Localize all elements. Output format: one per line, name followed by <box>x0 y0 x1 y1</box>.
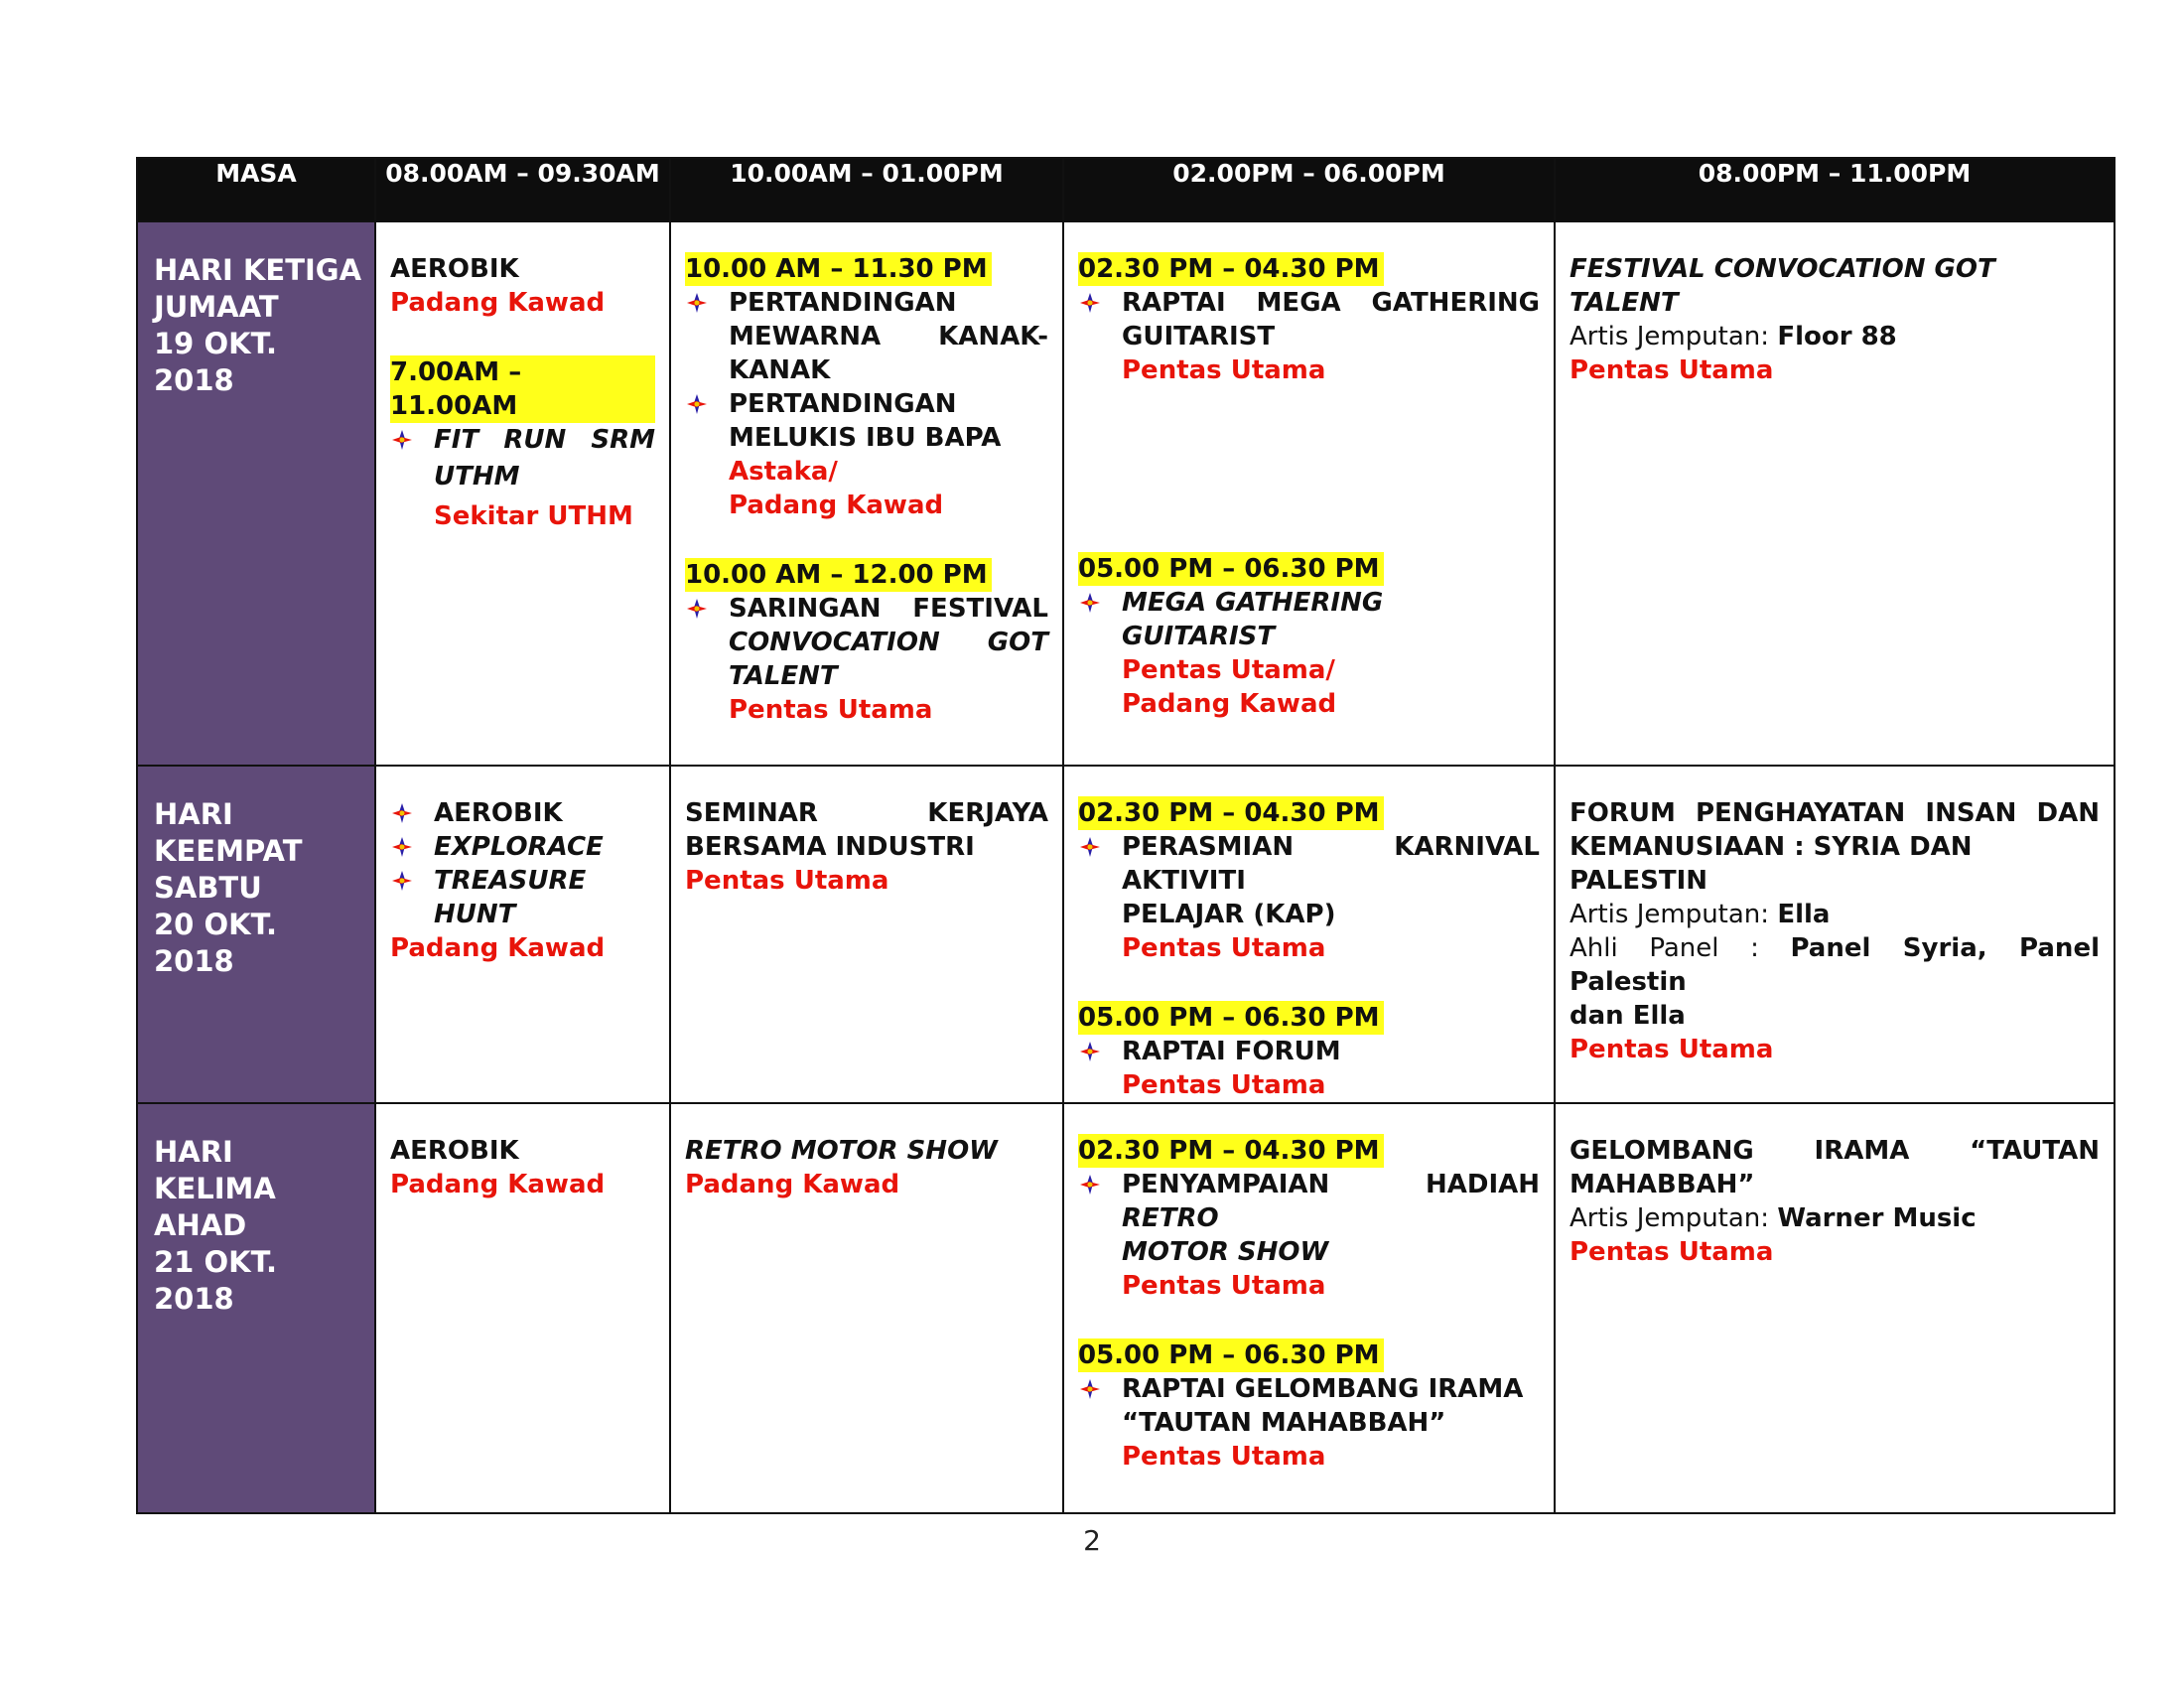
event-venue: Pentas Utama <box>1122 1070 1326 1100</box>
event-cell <box>1063 1103 1555 1513</box>
time-highlight: 05.00 PM – 06.30 PM <box>1078 1001 1384 1035</box>
event-title: TALENT <box>729 661 838 691</box>
bullet-icon <box>685 592 729 626</box>
bullet-icon <box>1078 286 1122 320</box>
event-title: UTHM <box>434 462 520 492</box>
list-item: MEGA GATHERING GUITARIST <box>1078 586 1540 653</box>
bullet-icon <box>685 286 729 320</box>
time-highlight: 10.00 AM – 11.30 PM <box>685 252 992 286</box>
bullet-icon <box>1078 1372 1122 1406</box>
event-cell <box>1063 766 1555 1103</box>
header-row <box>137 158 2115 221</box>
event-title: MEWARNA KANAK- <box>729 322 1048 352</box>
event-title: BERSAMA INDUSTRI <box>685 832 975 862</box>
event-cell <box>375 1103 670 1513</box>
event-venue: Pentas Utama <box>1122 355 1326 385</box>
schedule-table <box>136 157 2116 1514</box>
event-venue: Pentas Utama <box>685 866 889 896</box>
list-item: EXPLORACE <box>390 830 655 864</box>
list-item: PERTANDINGAN <box>685 387 1048 421</box>
event-venue: Padang Kawad <box>685 1170 900 1199</box>
list-item: PENYAMPAIAN HADIAH RETRO <box>1078 1168 1540 1235</box>
bullet-icon <box>1078 586 1122 620</box>
bullet-icon <box>1078 1168 1122 1201</box>
bullet-icon <box>1078 1035 1122 1068</box>
event-title: KEMANUSIAAN : SYRIA DAN PALESTIN <box>1570 832 1973 896</box>
bullet-icon <box>1078 830 1122 864</box>
list-item: PERASMIAN KARNIVAL AKTIVITI <box>1078 830 1540 898</box>
time-highlight: 7.00AM – 11.00AM <box>390 355 655 423</box>
list-item: SARINGAN FESTIVAL <box>685 592 1048 626</box>
event-venue: Pentas Utama <box>1570 1035 1774 1064</box>
header-slot-2: 10.00AM – 01.00PM <box>670 158 1063 221</box>
bullet-icon <box>390 423 434 457</box>
list-item: RAPTAI MEGA GATHERING <box>1078 286 1540 320</box>
event-venue: Padang Kawad <box>390 1170 606 1199</box>
event-title: AEROBIK <box>390 1136 519 1166</box>
table-row <box>137 766 2115 1103</box>
day-cell <box>137 1103 375 1513</box>
event-venue: Padang Kawad <box>729 491 944 520</box>
event-cell <box>670 221 1063 766</box>
day-date: 20 OKT. 2018 <box>154 908 277 978</box>
day-name: HARI <box>154 797 233 831</box>
artist-line: Artis Jemputan: Warner Music <box>1570 1203 1977 1233</box>
time-highlight: 02.30 PM – 04.30 PM <box>1078 796 1384 830</box>
time-highlight: 05.00 PM – 06.30 PM <box>1078 1338 1384 1372</box>
day-cell <box>137 221 375 766</box>
event-title: MOTOR SHOW <box>1122 1237 1329 1267</box>
event-cell <box>1063 221 1555 766</box>
event-cell <box>1555 766 2115 1103</box>
event-title: PELAJAR (KAP) <box>1122 900 1336 929</box>
event-venue: Padang Kawad <box>390 288 606 318</box>
event-cell <box>375 766 670 1103</box>
time-highlight: 05.00 PM – 06.30 PM <box>1078 552 1384 586</box>
event-cell <box>1555 1103 2115 1513</box>
header-slot-3: 02.00PM – 06.00PM <box>1063 158 1555 221</box>
event-cell <box>670 766 1063 1103</box>
event-title: FORUM PENGHAYATAN INSAN DAN <box>1570 798 2100 828</box>
table-row <box>137 1103 2115 1513</box>
header-slot-1: 08.00AM – 09.30AM <box>375 158 670 221</box>
list-item: AEROBIK <box>390 796 655 830</box>
day-cell <box>137 766 375 1103</box>
panel-line: Ahli Panel : Panel Syria, Panel Palestin <box>1570 933 2100 997</box>
event-title: FESTIVAL CONVOCATION GOT TALENT <box>1570 254 1995 318</box>
event-venue: Sekitar UTHM <box>434 501 633 531</box>
list-item: TREASURE HUNT <box>390 864 655 931</box>
event-cell <box>375 221 670 766</box>
day-date: 19 OKT. 2018 <box>154 327 277 397</box>
event-title: RETRO MOTOR SHOW <box>685 1136 998 1166</box>
event-title: GUITARIST <box>1122 322 1276 352</box>
day-weekday: SABTU <box>154 871 262 905</box>
time-highlight: 10.00 AM – 12.00 PM <box>685 558 992 592</box>
event-venue: Pentas Utama <box>1122 1271 1326 1301</box>
table-row <box>137 221 2115 766</box>
event-venue: Pentas Utama <box>1570 355 1774 385</box>
artist-line: Artis Jemputan: Ella <box>1570 900 1831 929</box>
bullet-icon <box>685 387 729 421</box>
event-venue: Padang Kawad <box>1122 689 1337 719</box>
event-title: AEROBIK <box>390 254 519 284</box>
artist-line: Artis Jemputan: Floor 88 <box>1570 322 1897 352</box>
bullet-icon <box>390 796 434 830</box>
event-title: MELUKIS IBU BAPA <box>729 423 1002 453</box>
list-item: FIT RUN SRM <box>390 423 655 457</box>
panel-line: dan Ella <box>1570 1001 1686 1031</box>
event-venue: Pentas Utama/ <box>1122 655 1335 685</box>
bullet-icon <box>390 830 434 864</box>
time-highlight: 02.30 PM – 04.30 PM <box>1078 1134 1384 1168</box>
event-venue: Padang Kawad <box>390 933 606 963</box>
list-item: RAPTAI FORUM <box>1078 1035 1540 1068</box>
event-title: SEMINAR KERJAYA <box>685 798 1048 828</box>
event-venue: Pentas Utama <box>1122 933 1326 963</box>
event-venue: Pentas Utama <box>1570 1237 1774 1267</box>
header-slot-4: 08.00PM – 11.00PM <box>1555 158 2115 221</box>
day-date: 21 OKT. 2018 <box>154 1245 277 1316</box>
time-highlight: 02.30 PM – 04.30 PM <box>1078 252 1384 286</box>
header-masa: MASA <box>137 158 375 221</box>
event-cell <box>670 1103 1063 1513</box>
event-title: CONVOCATION GOT <box>729 628 1048 657</box>
day-weekday: JUMAAT <box>154 290 279 324</box>
event-venue: Astaka/ <box>729 457 838 487</box>
event-title: KANAK <box>729 355 831 385</box>
event-title: MAHABBAH” <box>1570 1170 1755 1199</box>
day-name: HARI KETIGA <box>154 253 362 287</box>
event-title: GELOMBANG IRAMA “TAUTAN <box>1570 1136 2100 1166</box>
day-weekday: AHAD <box>154 1208 247 1242</box>
bullet-icon <box>390 864 434 898</box>
event-venue: Pentas Utama <box>1122 1442 1326 1472</box>
page-number: 2 <box>1083 1524 1101 1557</box>
event-cell <box>1555 221 2115 766</box>
event-venue: Pentas Utama <box>729 695 933 725</box>
list-item: PERTANDINGAN <box>685 286 1048 320</box>
event-title: “TAUTAN MAHABBAH” <box>1122 1408 1446 1438</box>
day-name: HARI KELIMA <box>154 1135 276 1205</box>
day-name: KEEMPAT <box>154 834 303 868</box>
list-item: RAPTAI GELOMBANG IRAMA <box>1078 1372 1540 1406</box>
